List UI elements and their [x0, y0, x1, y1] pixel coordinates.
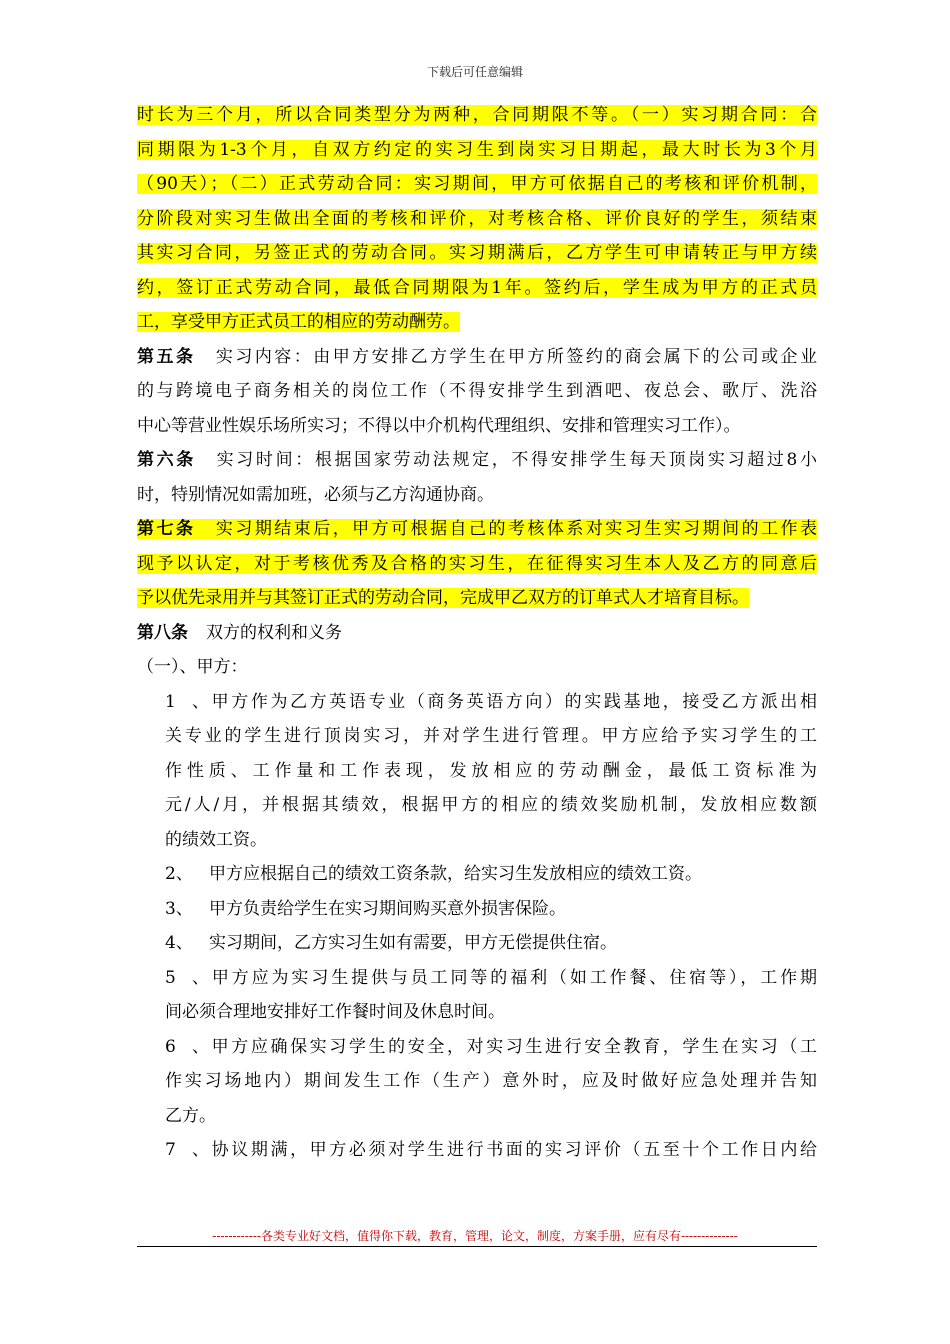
paragraph-line: 的与跨境电子商务相关的岗位工作（不得安排学生到酒吧、夜总会、歌厅、洗浴	[137, 381, 817, 401]
paragraph-line: 现予以认定，对于考核优秀及合格的实习生，在征得实习生本人及乙方的同意后	[137, 553, 817, 574]
paragraph-line: 予以优先录用并与其签订正式的劳动合同，完成甲乙双方的订单式人才培育目标。	[137, 588, 749, 608]
paragraph-line: （90天）；（二）正式劳动合同：实习期间，甲方可依据自己的考核和评价机制，	[137, 174, 817, 194]
paragraph-line: 作性质、工作量和工作表现，发放相应的劳动酬金，最低工资标准为	[165, 760, 817, 781]
paragraph-line: 分阶段对实习生做出全面的考核和评价，对考核合格、评价良好的学生，须结束	[137, 208, 817, 229]
list-item: 3、 甲方负责给学生在实习期间购买意外损害保险。	[165, 898, 566, 919]
paragraph-line: 时，特别情况如需加班，必须与乙方沟通协商。	[137, 484, 494, 505]
list-item: 2、 甲方应根据自己的绩效工资条款，给实习生发放相应的绩效工资。	[165, 864, 702, 884]
list-item: 7、协议期满，甲方必须对学生进行书面的实习评价（五至十个工作日内给	[165, 1140, 817, 1160]
paragraph-line: 时长为三个月，所以合同类型分为两种，合同期限不等。（一）实习期合同：合	[137, 105, 817, 125]
article-title: 第八条	[137, 622, 188, 643]
paragraph-line: 元/人/月，并根据其绩效，根据甲方的相应的绩效奖励机制，发放相应数额	[165, 795, 817, 815]
paragraph-line: 其实习合同，另签正式的劳动合同。实习期满后，乙方学生可申请转正与甲方续	[137, 243, 817, 263]
paragraph-line: 乙方。	[165, 1105, 216, 1126]
paragraph-line: 间必须合理地安排好工作餐时间及休息时间。	[165, 1002, 505, 1022]
paragraph-line: 的绩效工资。	[165, 829, 267, 850]
article-6: 第六条 实习时间：根据国家劳动法规定，不得安排学生每天顶岗实习超过8小	[137, 450, 817, 470]
article-8: 第八条 双方的权利和义务	[137, 622, 342, 643]
document-body	[137, 98, 817, 1168]
article-7: 第七条 实习期结束后，甲方可根据自己的考核体系对实习生实习期间的工作表	[137, 519, 817, 539]
list-item: 4、 实习期间，乙方实习生如有需要，甲方无偿提供住宿。	[165, 933, 617, 953]
paragraph-line: 关专业的学生进行顶岗实习，并对学生进行管理。甲方应给予实习学生的工	[165, 726, 817, 746]
page-footer: ------------各类专业好文档，值得你下载，教育，管理，论文，制度，方案手册，应有尽有--------------	[212, 1229, 738, 1243]
paragraph-line: 作实习场地内）期间发生工作（生产）意外时，应及时做好应急处理并告知	[165, 1071, 817, 1091]
page-header: 下载后可任意编辑	[426, 65, 523, 79]
list-item: 6、甲方应确保实习学生的安全，对实习生进行安全教育，学生在实习（工	[165, 1036, 817, 1057]
article-title: 第五条	[137, 346, 196, 367]
article-title: 第七条	[137, 519, 196, 539]
article-title: 第六条	[137, 450, 196, 470]
footer-divider	[137, 1246, 817, 1247]
paragraph-line: 工，享受甲方正式员工的相应的劳动酬劳。	[137, 312, 460, 332]
paragraph-line: 中心等营业性娱乐场所实习；不得以中介机构代理组织、安排和管理实习工作）。	[137, 415, 741, 436]
list-item: 1、甲方作为乙方英语专业（商务英语方向）的实践基地，接受乙方派出相	[165, 691, 817, 712]
paragraph-line: 约，签订正式劳动合同，最低合同期限为1年。签约后，学生成为甲方的正式员	[137, 277, 817, 298]
article-5: 第五条 实习内容：由甲方安排乙方学生在甲方所签约的商会属下的公司或企业	[137, 346, 817, 367]
list-item: 5、甲方应为实习生提供与员工同等的福利（如工作餐、住宿等），工作期	[165, 967, 817, 988]
section-heading: （一）、甲方：	[137, 657, 248, 677]
paragraph-line: 同期限为1-3个月，自双方约定的实习生到岗实习日期起，最大时长为3个月	[137, 139, 817, 160]
